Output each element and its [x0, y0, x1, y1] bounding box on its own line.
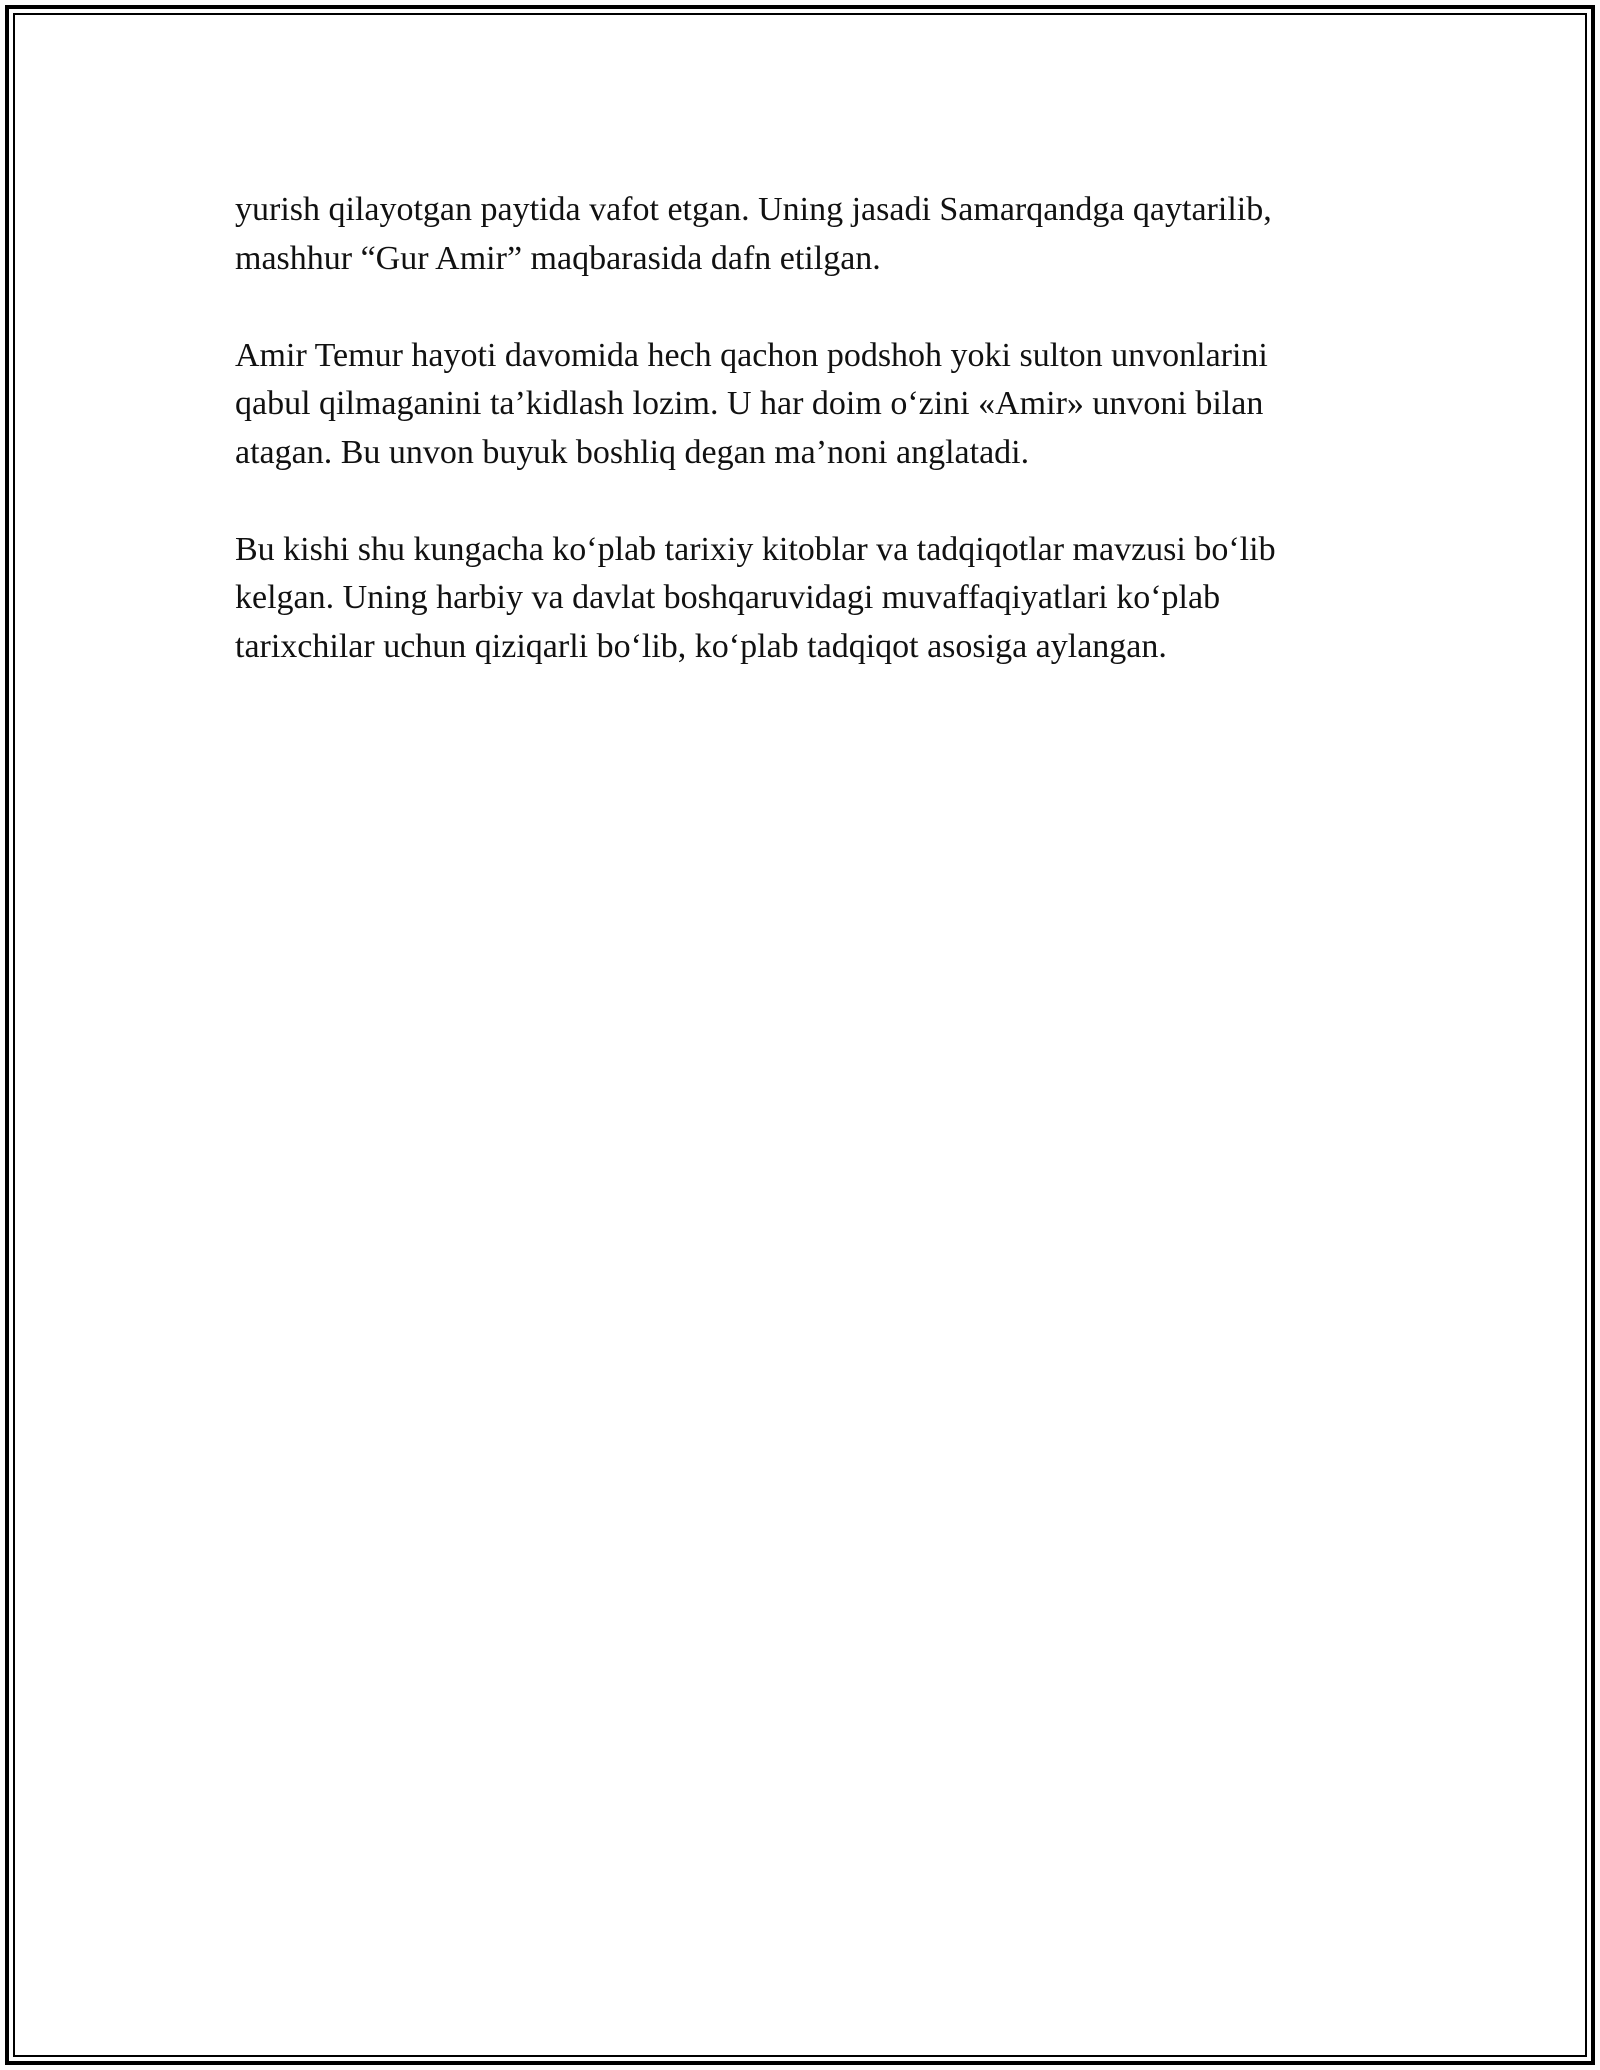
paragraph-2: Amir Temur hayoti davomida hech qachon podshoh yoki sulton unvonlarini qabul qilmaganini ta’kidlash lozim. U har doim o‘zini «Amir» unvoni bilan atagan. Bu unvon buyuk boshliq degan ma’noni anglatadi. [235, 336, 1268, 471]
document-body [235, 186, 1385, 720]
paragraph-3: Bu kishi shu kungacha ko‘plab tarixiy kitoblar va tadqiqotlar mavzusi bo‘lib kelgan. Uning harbiy va davlat boshqaruvidagi muvaffaqiyatlari ko‘plab tarixchilar uchun qiziqarli bo‘lib, ko‘plab tadqiqot asosiga aylangan. [235, 530, 1276, 665]
paragraph-1: yurish qilayotgan paytida vafot etgan. Uning jasadi Samarqandga qaytarilib, mashhur “Gur Amir” maqbarasida dafn etilgan. [235, 191, 1272, 277]
